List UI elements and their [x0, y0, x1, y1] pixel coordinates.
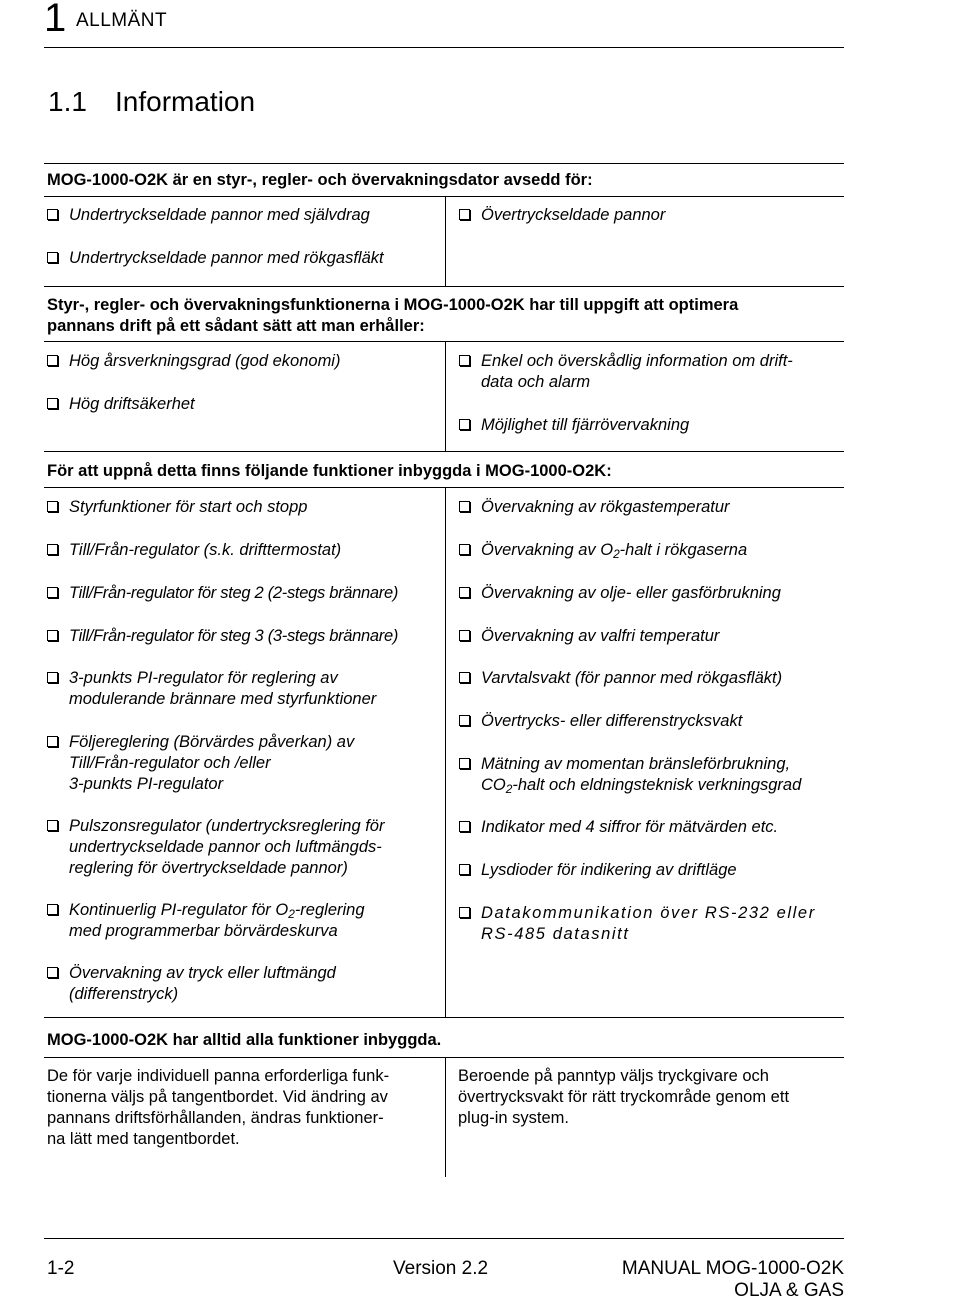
- item-text-pre: Övervakning av O: [481, 541, 614, 559]
- section-title: Information: [115, 86, 256, 117]
- divider-goals-bottom: [44, 341, 844, 342]
- subscript: 2: [613, 546, 620, 561]
- list-item: Pulszonsregulator (undertrycksreglering för undertryckseldade pannor och luftmängds- reglering för övertryckseldade pannor): [47, 816, 439, 879]
- list-item: Övervakning av rökgastemperatur: [459, 497, 859, 518]
- checkbox-icon: [459, 758, 470, 769]
- subscript: 2: [288, 906, 295, 921]
- chapter-divider: [44, 47, 844, 48]
- checkbox-icon: [47, 630, 58, 641]
- list-item: Undertryckseldade pannor med självdrag: [47, 205, 437, 226]
- list-item: Indikator med 4 siffror för mätvärden etc.: [459, 817, 859, 838]
- list-item: Till/Från-regulator för steg 2 (2-stegs brännare): [47, 583, 439, 604]
- list-item: Undertryckseldade pannor med rökgasfläkt: [47, 248, 437, 269]
- divider-summary-top: [44, 1017, 844, 1018]
- list-item: Datakommunikation över RS-232 eller RS-485 datasnitt: [459, 903, 859, 945]
- checkbox-icon: [47, 967, 58, 978]
- list-item: Möjlighet till fjärrövervakning: [459, 415, 859, 436]
- checkbox-icon: [47, 820, 58, 831]
- divider-functions-bottom: [44, 487, 844, 488]
- footer-manual-title: MANUAL MOG-1000-O2K: [621, 1258, 844, 1279]
- list-item: Till/Från-regulator för steg 3 (3-stegs brännare): [47, 626, 439, 647]
- list-item: Styrfunktioner för start och stopp: [47, 497, 439, 518]
- list-item: Till/Från-regulator (s.k. drifttermostat): [47, 540, 439, 561]
- checkbox-icon: [47, 355, 58, 366]
- column-divider-summary: [445, 1057, 446, 1177]
- checkbox-icon: [459, 419, 470, 430]
- checkbox-icon: [47, 587, 58, 598]
- list-item: Övervakning av tryck eller luftmängd (differenstryck): [47, 963, 439, 1005]
- checkbox-icon: [47, 544, 58, 555]
- list-item: Övertrycks- eller differenstrycksvakt: [459, 711, 859, 732]
- checkbox-icon: [47, 736, 58, 747]
- functions-heading: För att uppnå detta finns följande funktioner inbyggda i MOG-1000-O2K:: [47, 462, 612, 480]
- footer-divider: [44, 1238, 844, 1239]
- checkbox-icon: [47, 904, 58, 915]
- list-item: [47, 900, 439, 942]
- divider-functions-top: [44, 451, 844, 452]
- checkbox-icon: [459, 630, 470, 641]
- list-item: Varvtalsvakt (för pannor med rökgasfläkt): [459, 668, 859, 689]
- item-text-post: -halt och eldningsteknisk verkningsgrad: [512, 776, 802, 794]
- summary-right-text: Beroende på panntyp väljs tryckgivare och övertrycksvakt för rätt tryckområde genom ett plug-in system.: [458, 1067, 790, 1127]
- goals-heading: Styr-, regler- och övervakningsfunktionerna i MOG-1000-O2K har till uppgift att optimera pannans drift på ett sådant sätt att man erhåller:: [47, 296, 739, 335]
- section-number: 1.1: [48, 86, 87, 117]
- checkbox-icon: [459, 715, 470, 726]
- checkbox-icon: [47, 501, 58, 512]
- list-item: Lysdioder för indikering av driftläge: [459, 860, 859, 881]
- divider-summary-bottom: [44, 1057, 844, 1058]
- list-item: Följereglering (Börvärdes påverkan) av Till/Från-regulator och /eller 3-punkts PI-regulator: [47, 732, 439, 795]
- checkbox-icon: [47, 398, 58, 409]
- footer-version: Version 2.2: [393, 1258, 489, 1279]
- list-item: Övertryckseldade pannor: [459, 205, 849, 226]
- footer-manual-subtitle: OLJA & GAS: [734, 1280, 844, 1301]
- checkbox-icon: [459, 209, 470, 220]
- checkbox-icon: [459, 821, 470, 832]
- item-text-post: -halt i rökgaserna: [619, 541, 748, 559]
- list-item: Hög årsverkningsgrad (god ekonomi): [47, 351, 437, 372]
- list-item: Enkel och överskådlig information om drift- data och alarm: [459, 351, 859, 393]
- list-item: 3-punkts PI-regulator för reglering av modulerande brännare med styrfunktioner: [47, 668, 439, 710]
- divider-goals-top: [44, 286, 844, 287]
- item-text-pre: Mätning av momentan bränsleförbrukning, CO: [481, 755, 791, 794]
- checkbox-icon: [47, 252, 58, 263]
- chapter-number: 1: [44, 0, 67, 40]
- checkbox-icon: [459, 544, 470, 555]
- checkbox-icon: [459, 864, 470, 875]
- item-text-post: -reglering med programmerbar börvärdeskurva: [69, 901, 365, 940]
- column-divider-intro: [445, 196, 446, 286]
- list-item: Hög driftsäkerhet: [47, 394, 437, 415]
- divider-intro-top: [44, 163, 844, 164]
- subscript: 2: [505, 781, 513, 796]
- intro-heading: MOG-1000-O2K är en styr-, regler- och övervakningsdator avsedd för:: [47, 171, 593, 189]
- checkbox-icon: [459, 672, 470, 683]
- checkbox-icon: [459, 907, 470, 918]
- list-item: [459, 754, 859, 796]
- list-item: Övervakning av olje- eller gasförbrukning: [459, 583, 859, 604]
- column-divider-goals: [445, 341, 446, 451]
- summary-heading: MOG-1000-O2K har alltid alla funktioner inbyggda.: [47, 1031, 442, 1049]
- checkbox-icon: [47, 672, 58, 683]
- footer-page-number: 1-2: [47, 1258, 75, 1279]
- column-divider-functions: [445, 487, 446, 1017]
- chapter-title: ALLMÄNT: [76, 10, 168, 31]
- checkbox-icon: [459, 587, 470, 598]
- summary-left-text: De för varje individuell panna erforderliga funk- tionerna väljs på tangentbordet. Vid ändring av pannans driftsförhållanden, ändras funktioner- na lätt med tangentbordet.: [47, 1067, 390, 1148]
- checkbox-icon: [47, 209, 58, 220]
- item-text-pre: Kontinuerlig PI-regulator för O: [69, 901, 289, 919]
- checkbox-icon: [459, 501, 470, 512]
- list-item: [459, 540, 859, 561]
- list-item: Övervakning av valfri temperatur: [459, 626, 859, 647]
- checkbox-icon: [459, 355, 470, 366]
- divider-intro-bottom: [44, 196, 844, 197]
